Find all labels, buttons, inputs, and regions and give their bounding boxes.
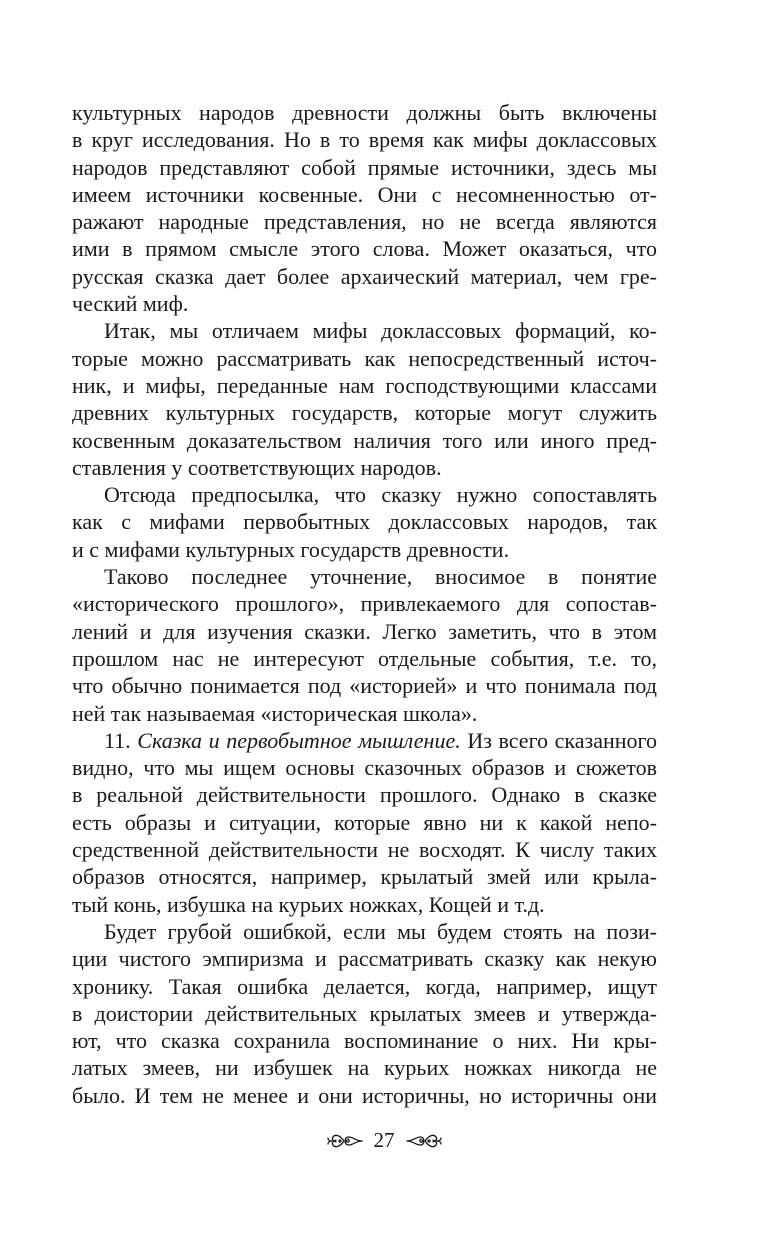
text-line: русская сказка дает более архаический материал, чем гре- xyxy=(72,263,657,289)
text-line: видно, что мы ищем основы сказочных образов и сюжетов xyxy=(72,755,657,781)
text-fragment: Из всего сказанного xyxy=(467,727,657,753)
text-line: латых змеев, ни избушек на курьих ножках никогда не xyxy=(72,1055,657,1081)
text-line: ют, что сказка сохранила воспоминание о них. Ни кры- xyxy=(72,1028,657,1054)
section-number: 11. xyxy=(104,727,131,753)
text-line: средственной действительности не восходят. К числу таких xyxy=(72,837,657,863)
text-line: есть образы и ситуации, которые явно ни к какой непо- xyxy=(72,809,657,835)
page-footer xyxy=(0,1128,768,1153)
text-line: в реальной действительности прошлого. Однако в сказке xyxy=(72,782,657,808)
text-line: ими в прямом смысле этого слова. Может оказаться, что xyxy=(72,236,657,262)
text-line: и с мифами культурных государств древности. xyxy=(72,536,510,562)
text-line: ник, и мифы, переданные нам господствующими классами xyxy=(72,372,657,398)
text-line: народов представляют собой прямые источники, здесь мы xyxy=(72,154,657,180)
text-line: ставления у соответствующих народов. xyxy=(72,454,442,480)
text-line: тый конь, избушка на курьих ножках, Кощей и т.д. xyxy=(72,891,545,917)
paragraph xyxy=(72,918,657,1109)
text-line: ражают народные представления, но не всегда являются xyxy=(72,209,657,235)
paragraph xyxy=(72,563,657,727)
text-line: торые можно рассматривать как непосредственный источ- xyxy=(72,345,657,371)
text-line: культурных народов древности должны быть включены xyxy=(72,100,657,125)
text-line: косвенным доказательством наличия того или иного пред- xyxy=(72,427,657,453)
ornament-left-icon xyxy=(326,1129,364,1153)
paragraph xyxy=(72,317,657,481)
paragraph xyxy=(72,481,657,563)
text-line: Итак, мы отличаем мифы доклассовых формаций, ко- xyxy=(104,318,657,344)
paragraph xyxy=(72,99,657,317)
text-line: «исторического прошлого», привлекаемого для сопостав- xyxy=(72,591,657,617)
text-line: древних культурных государств, которые могут служить xyxy=(72,400,657,426)
text-line: Будет грубой ошибкой, если мы будем стоять на пози- xyxy=(104,918,657,944)
page-number: 27 xyxy=(373,1128,395,1152)
text-line: хронику. Такая ошибка делается, когда, например, ищут xyxy=(72,973,657,999)
text-line: что обычно понимается под «историей» и что понимала под xyxy=(72,673,657,699)
text-line: ней так называемая «историческая школа». xyxy=(72,700,478,726)
section-title: Сказка и первобытное мышление. xyxy=(137,727,461,753)
text-line: в доистории действительных крылатых змеев и утвержда- xyxy=(72,1000,657,1026)
section-heading-line xyxy=(72,727,657,754)
text-line: как с мифами первобытных доклассовых народов, так xyxy=(72,509,657,535)
text-line: в круг исследования. Но в то время как мифы доклассовых xyxy=(72,127,657,153)
section-paragraph xyxy=(72,727,657,918)
ornament-right-icon xyxy=(405,1129,443,1153)
text-line: было. И тем не менее и они историчны, но историчны они xyxy=(72,1082,657,1108)
text-line: Таково последнее уточнение, вносимое в понятие xyxy=(104,564,657,590)
text-line: ческий миф. xyxy=(72,291,189,317)
text-line: образов относятся, например, крылатый змей или крыла- xyxy=(72,864,657,890)
text-line: прошлом нас не интересуют отдельные события, т.е. то, xyxy=(72,645,657,671)
body-text xyxy=(72,99,657,1109)
text-line: лений и для изучения сказки. Легко заметить, что в этом xyxy=(72,618,657,644)
text-line: Отсюда предпосылка, что сказку нужно сопоставлять xyxy=(104,482,657,508)
text-line: имеем источники косвенные. Они с несомненностью от- xyxy=(72,181,657,207)
text-line: ции чистого эмпиризма и рассматривать сказку как некую xyxy=(72,946,657,972)
